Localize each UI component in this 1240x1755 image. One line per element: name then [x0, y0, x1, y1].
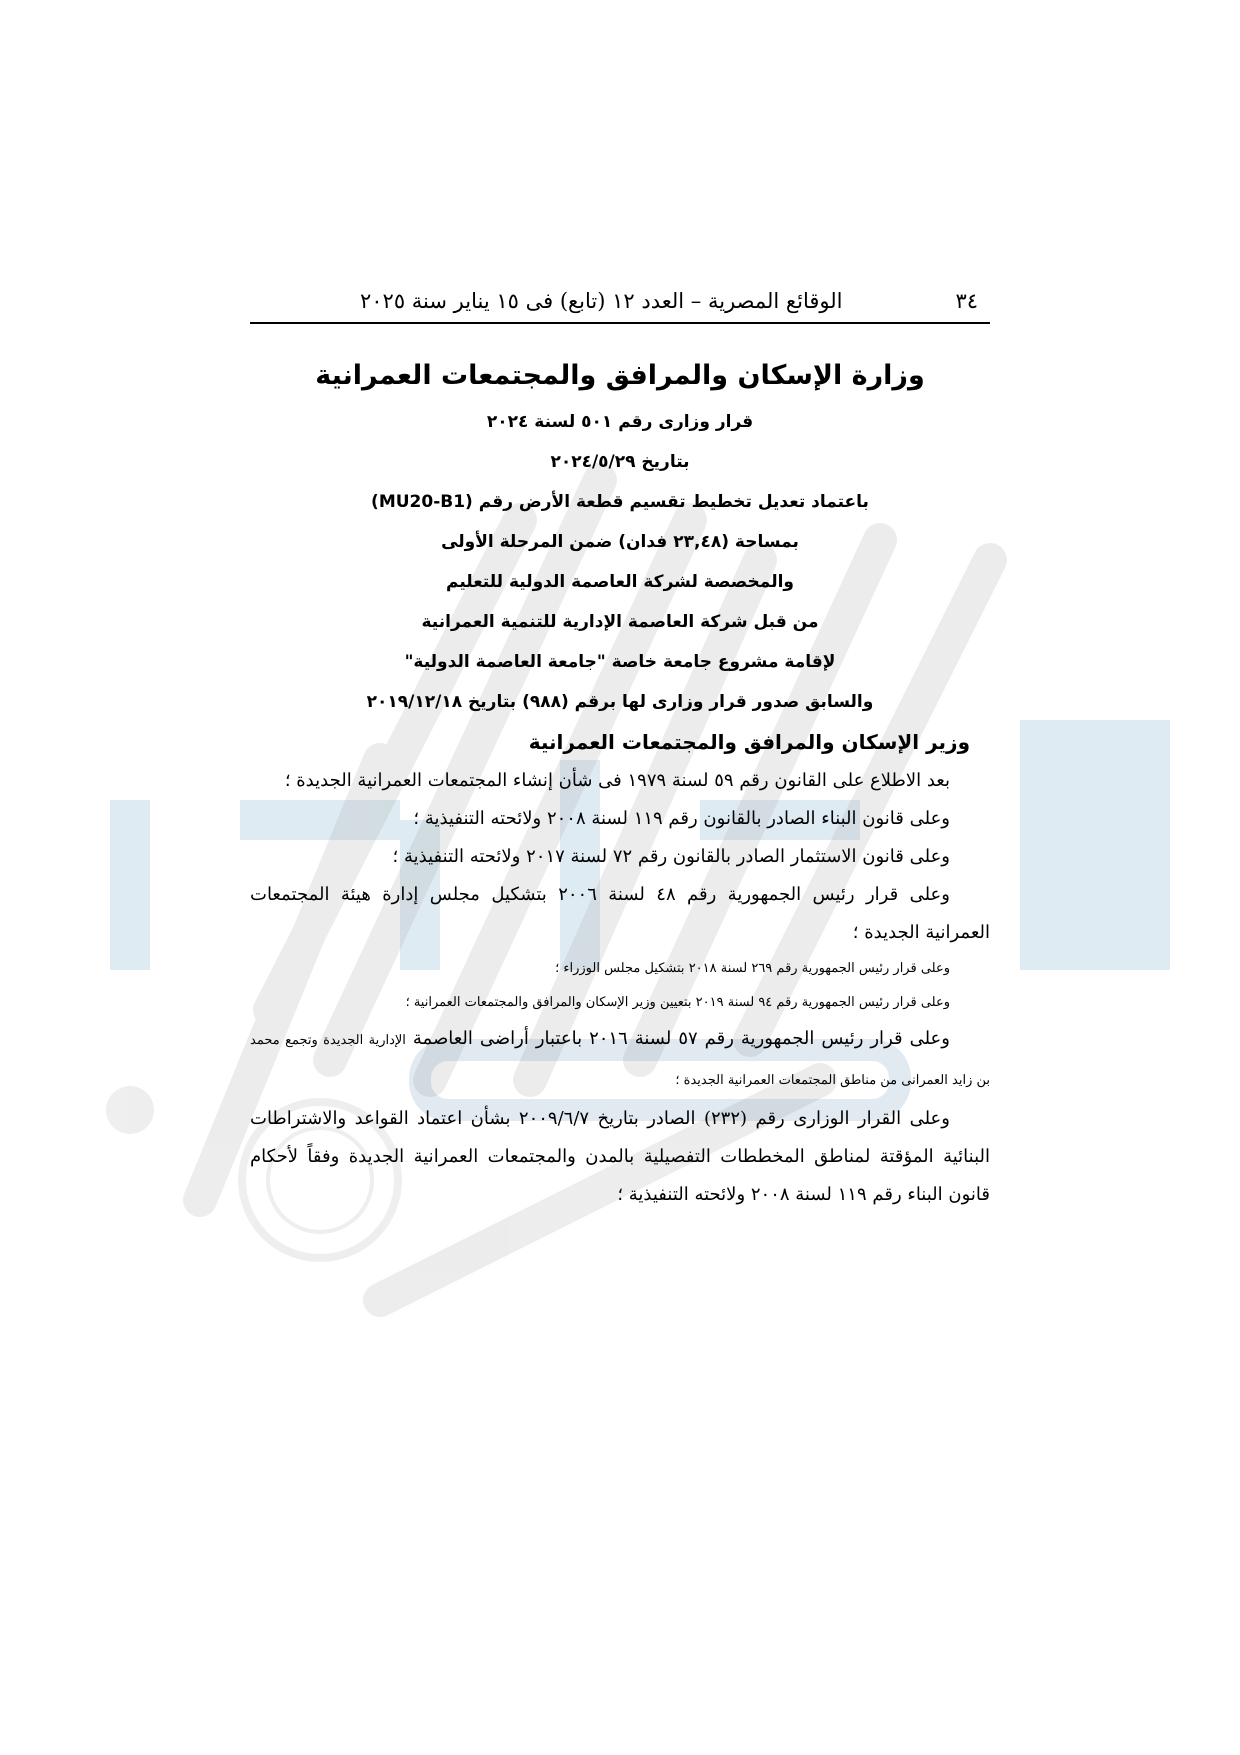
watermark-dot — [106, 1086, 154, 1134]
running-title: الوقائع المصرية – العدد ١٢ (تابع) فى ١٥ يناير سنة ٢٠٢٥ — [360, 289, 843, 313]
preamble-paragraph: بعد الاطلاع على القانون رقم ٥٩ لسنة ١٩٧٩ فى شأن إنشاء المجتمعات العمرانية الجديدة ؛ — [284, 770, 950, 791]
decree-line: باعتماد تعديل تخطيط تقسيم قطعة الأرض رقم (MU20-B1) — [371, 492, 869, 512]
preamble-paragraph — [250, 1020, 990, 1100]
document-page — [250, 280, 990, 1214]
decree-date: بتاريخ ٢٠٢٤/٥/٢٩ — [550, 452, 690, 472]
decree-line: بمساحة (٢٣,٤٨ فدان) ضمن المرحلة الأولى — [441, 532, 799, 552]
decree-number: قرار وزارى رقم ٥٠١ لسنة ٢٠٢٤ — [486, 412, 754, 432]
preamble-paragraph: وعلى قرار رئيس الجمهورية رقم ٩٤ لسنة ٢٠١٩ بتعيين وزير الإسكان والمرافق والمجتمعات العمرانية ؛ — [405, 995, 950, 1010]
preamble-paragraph: وعلى القرار الوزارى رقم (٢٣٢) الصادر بتاريخ ٢٠٠٩/٦/٧ بشأن اعتماد القواعد والاشتراطات البنائية المؤقتة لمناطق المخططات التفصيلية بالمدن والمجتمعات العمرانية الجديدة وفقاً لأحكام قانون البناء رقم ١١٩ لسنة ٢٠٠٨ ولائحته التنفيذية ؛ — [250, 1108, 990, 1205]
ministry-title: وزارة الإسكان والمرافق والمجتمعات العمرانية — [315, 360, 925, 391]
watermark-stroke — [1020, 720, 1170, 970]
decree-line: لإقامة مشروع جامعة خاصة "جامعة العاصمة الدولية" — [404, 652, 836, 672]
preamble-paragraph: وعلى قرار رئيس الجمهورية رقم ٤٨ لسنة ٢٠٠٦ بتشكيل مجلس إدارة هيئة المجتمعات العمرانية الجديدة ؛ — [250, 884, 990, 943]
decree-line: من قبل شركة العاصمة الإدارية للتنمية العمرانية — [421, 612, 819, 632]
decree-heading — [250, 402, 990, 722]
preamble-paragraph: وعلى قانون الاستثمار الصادر بالقانون رقم ٧٢ لسنة ٢٠١٧ ولائحته التنفيذية ؛ — [392, 846, 950, 867]
decree-line: والمخصصة لشركة العاصمة الدولية للتعليم — [446, 572, 794, 592]
paragraph-part: وعلى قرار رئيس الجمهورية رقم ٥٧ لسنة ٢٠١٦ باعتبار أراضى العاصمة — [412, 1028, 950, 1049]
preamble-paragraph: وعلى قانون البناء الصادر بالقانون رقم ١١٩ لسنة ٢٠٠٨ ولائحته التنفيذية ؛ — [413, 808, 950, 829]
watermark-stroke — [110, 800, 150, 970]
preamble-paragraph: وعلى قرار رئيس الجمهورية رقم ٢٦٩ لسنة ٢٠١٨ بتشكيل مجلس الوزراء ؛ — [555, 961, 950, 976]
minister-heading: وزير الإسكان والمرافق والمجتمعات العمرانية — [528, 730, 970, 754]
page-number: ٣٤ — [955, 289, 978, 313]
decree-line: والسابق صدور قرار وزارى لها برقم (٩٨٨) بتاريخ ٢٠١٩/١٢/١٨ — [366, 692, 874, 712]
paragraph-part: الإدارية الجديدة وتجمع محمد بن زايد العمرانى من مناطق المجتمعات العمرانية الجديدة ؛ — [250, 1033, 990, 1088]
header-rule — [250, 322, 990, 324]
running-header — [250, 280, 990, 322]
